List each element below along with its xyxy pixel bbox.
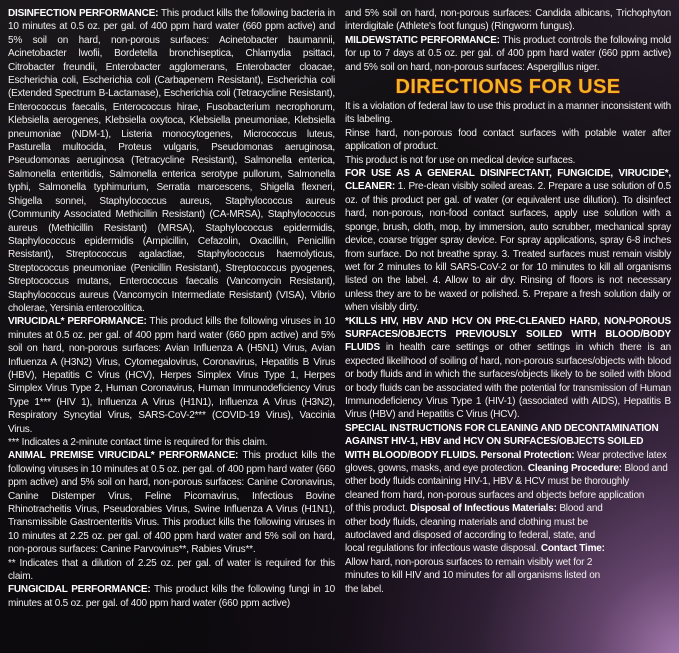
section-general-disinfectant-use [345, 167, 671, 314]
section-heading: DISINFECTION PERFORMANCE: [8, 8, 159, 19]
animal-footnote: ** Indicates that a dilution of 2.25 oz. per gal. of water is required for this claim. [8, 557, 335, 583]
section-fungicidal-performance [8, 583, 335, 610]
fungicidal-continuation: and 5% soil on hard, non-porous surfaces: Candida albicans, Trichophyton interdigitale (Athlete's foot fungus) (Ringworm fungus). [345, 8, 671, 33]
section-body: This product kills the following viruses in 10 minutes at 0.5 oz. per gal. of 400 ppm hard water (660 ppm active) and 5% soil on hard, non-porous surfaces: Canine Coronavirus, Canine Distemper Virus, Feline Picornavirus, Infectious Bovine Rhinotracheitis Virus, Pseudorabies Virus, Swine Influenza A Virus (H1N1), Transmissible Gastroenteritis Virus. This product kills the following viruses in 10 minutes at 2.25 oz. per gal. of 400 ppm hard water and 5% soil on hard, non-porous surfaces: Canine Parvovirus**, Rabies Virus**. [8, 450, 335, 556]
section-heading: *KILLS HIV, HBV AND HCV ON PRE-CLEANED HARD, NON-POROUS SURFACES/OBJECTS PREVIOUSLY SOILED WITH BLOOD/BODY FLUIDS [345, 315, 671, 354]
personal-protection-label: Personal Protection: [478, 449, 575, 461]
section-virucidal-performance [8, 315, 335, 436]
section-mildewstatic-performance [345, 34, 671, 74]
section-disinfection-performance [8, 7, 335, 315]
contact-time-label: Contact Time: [540, 543, 605, 555]
text-wrap-spacer [670, 422, 671, 484]
medical-device-statement: This product is not for use on medical device surfaces. [345, 154, 576, 166]
section-heading: VIRUCIDAL* PERFORMANCE: [8, 316, 147, 328]
cleaning-procedure-label: Cleaning Procedure: [527, 463, 622, 474]
contact-time-text: Allow hard, non-porous surfaces to remain visibly wet for 2 minutes to kill HIV and 10 minutes for all organisms listed on the label. [345, 556, 600, 595]
disposal-text: Blood and other body fluids, cleaning materials and clothing must be autoclaved and disposed of according to federal, state, and local regulations for infectious waste disposal. [345, 503, 603, 555]
left-column [8, 7, 335, 610]
text-wrap-spacer [611, 511, 671, 605]
section-special-instructions [345, 422, 671, 596]
section-heading: ANIMAL PREMISE VIRUCIDAL* PERFORMANCE: [8, 450, 239, 462]
right-column [345, 7, 671, 605]
rinse-statement: Rinse hard, non-porous food contact surfaces with potable water after application of product. [345, 127, 671, 153]
personal-protection-text: Wear protective latex gloves, gowns, masks, and eye protection. [345, 449, 667, 474]
section-body: This product kills the following bacteria in 10 minutes at 0.5 oz. per gal. of 400 ppm hard water (660 ppm active) and 5% soil on hard, non-porous surfaces: Acinetobacter baumannii, Acinetobacter lwofii, Bordetella bronchiseptica, Chlamydia psittaci, Citrobacter freundii, Enterobacter agglomerans, Enterobacter cloacae, Escherichia coli, Escherichia coli (Carbapenem Resistant), Escherichia coli (Extended Spectrum B-Lactamase), Escherichia coli (Tetracycline Resistant), Enterococcus faecalis, Enterococcus hirae, Fusobacterium necrophorum, Klebsiella aerogenes, Klebsiella oxytoca, Klebsiella pneumoniae, Klebsiella pneumoniae (NDM-1), Listeria monocytogenes, Micrococcus luteus, Pasturella multocida, Proteus vulgaris, Pseudomonas aeruginosa, Pseudomonas aeruginosa (Tetracycline Resistant), Salmonella enterica, Salmonella enteritidis, Salmonella enterica serotype pullorum, Salmonella typhi, Salmonella typhimurium, Serratia marcescens, Shigella flexneri, Shigella sonnei, Staphylococcus aureus, Staphylococcus aureus (Community Associated Methicillin Resistant) (CA-MRSA), Staphylococcus aureus (Methicillin Resistant) (MRSA), Staphylococcus epidermidis, Staphylococcus epidermidis (Ampicillin, Cefazolin, Oxacillin, Penicillin Resistant), Streptococcus agalactiae, Staphylococcus haemolyticus, Streptococcus pneumoniae (Penicillin Resistant), Streptococcus pyogenes, Streptococcus mutans, Enterococcus faecalis (Vancomycin Resistant), Staphylococcus aureus (Vancomycin Intermediate Resistant) (VISA), Vibrio cholerae, Yersinia enterocolitica. [8, 8, 335, 314]
section-animal-premise-virucidal [8, 449, 335, 556]
section-body: This product kills the following fungi in 10 minutes at 0.5 oz. per gal. of 400 ppm hard water (660 ppm active) [8, 584, 335, 609]
section-heading: MILDEWSTATIC PERFORMANCE: [345, 34, 500, 46]
directions-for-use-title: DIRECTIONS FOR USE [395, 76, 621, 99]
cleaning-procedure-text: Blood and other body fluids containing HIV-1, HBV & HCV must be thoroughly cleaned from hard, non-porous surfaces and objects before application of this product. [345, 463, 668, 515]
section-heading: FOR USE AS A GENERAL DISINFECTANT, FUNGICIDE, VIRUCIDE*, CLEANER: [345, 168, 671, 193]
section-kills-hiv-hbv-hcv [345, 315, 671, 422]
section-body: in health care settings or other settings in which there is an expected likelihood of soiling of hard, non-porous surfaces/objects with blood or body fluids and in which the surfaces/objects likely to be soiled with blood or body fluids can be associated with the potential for transmission of Human Immunodeficiency Virus Type 1 (HIV-1) (associated with AIDS), Hepatitis B Virus (HBV) and Hepatitis C Virus (HCV). [345, 342, 671, 421]
violation-statement: It is a violation of federal law to use this product in a manner inconsistent with its labeling. [345, 101, 671, 126]
section-body: This product controls the following mold for up to 7 days at 0.5 oz. per gal. of 400 ppm hard water (660 ppm active) and 5% soil on hard, non-porous surfaces: Aspergillus niger. [345, 34, 671, 73]
disposal-label: Disposal of Infectious Materials: [409, 503, 557, 515]
section-body: This product kills the following viruses in 10 minutes at 0.5 oz. per gal. of 400 ppm hard water (660 ppm active) and 5% soil on hard, non-porous surfaces: Avian Influenza A (H5N1) Virus, Avian Influenza A (H3N2) Virus, Cytomegalovirus, Coronavirus, Hepatitis B Virus (HBV), Hepatitis C Virus (HCV), Herpes Simplex Virus Type 1, Herpes Simplex Virus Type 2, Human Coronavirus, Human Immunodeficiency Virus Type 1*** (HIV 1), Influenza A Virus (H1N1), Influenza A Virus (H3N2), Respiratory Syncytial Virus, SARS-CoV-2*** (COVID-19 Virus), Vaccinia Virus. [8, 316, 335, 435]
text-wrap-spacer [645, 484, 671, 511]
section-heading: FUNGICIDAL PERFORMANCE: [8, 584, 151, 596]
virucidal-footnote: *** Indicates a 2-minute contact time is required for this claim. [8, 437, 268, 448]
section-body: 1. Pre-clean visibly soiled areas. 2. Prepare a use solution of 0.5 oz. of this product per gal. of water (or equivalent use dilution). To disinfect hard, non-porous, non-food contact surfaces, apply use solution with a sponge, brush, cloth, mop, by immersion, auto scrubber, mechanical spray device, coarse trigger spray device. For spray applications, spray 6-8 inches from surface. Do not breathe spray. 3. Treated surfaces must remain visibly wet for 2 minutes to kill SARS-CoV-2 or for 10 minutes to kill all organisms listed on the label. 4. Allow to air dry. Rinsing of floors is not necessary unless they are to be waxed or polished. 5. Prepare a fresh solution daily or when visibly dirty. [345, 181, 671, 314]
section-heading: SPECIAL INSTRUCTIONS FOR CLEANING AND DECONTAMINATION AGAINST HIV-1, HBV and HCV ON SURFACES/OBJECTS SOILED WITH BLOOD/BODY FLUIDS. [345, 422, 659, 461]
